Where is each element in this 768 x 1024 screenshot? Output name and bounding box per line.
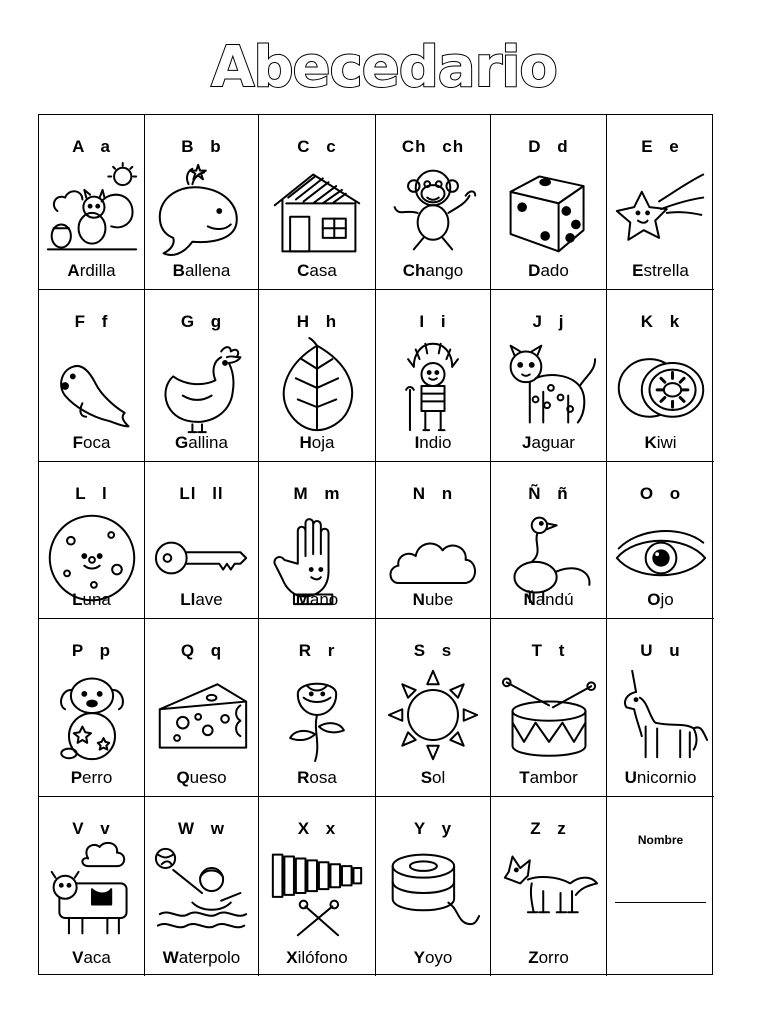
word-label [259,590,375,610]
letter-pair: V v [72,819,111,838]
word-label [145,948,258,968]
dice-icon [501,163,597,259]
letter-cell [145,797,259,976]
word-label [145,590,258,610]
letter-pair: Ñ ñ [528,484,569,503]
dog-icon [44,667,140,763]
word-rest: ave [195,590,223,609]
letter-cell [607,290,714,462]
letter-cell [491,115,607,290]
letter-cell [39,290,145,462]
letter-cell [259,290,376,462]
letter-pair: C c [297,137,337,156]
word-initial: R [297,768,310,787]
word-rest: aterpolo [178,948,241,967]
word-rest: strella [643,261,689,280]
letter-pair: O o [639,484,682,503]
word-label [39,948,144,968]
word-label [39,433,144,453]
word-initial: Ll [180,590,196,609]
word-initial: U [624,768,637,787]
letter-cell [145,290,259,462]
word-rest: oja [311,433,335,452]
word-label [145,433,258,453]
letter-cell [491,619,607,797]
word-initial: B [172,261,185,280]
word-rest: jo [660,590,674,609]
letter-pair: Q q [180,641,223,660]
word-initial: K [644,433,657,452]
word-rest: allena [184,261,231,280]
word-initial: G [175,433,189,452]
word-rest: ano [309,590,339,609]
monkey-icon [385,163,481,259]
word-label [491,261,606,281]
letter-pair: R r [298,641,336,660]
letter-cell [607,619,714,797]
letter-pair: F f [74,312,109,331]
letter-cell [376,290,491,462]
letter-pair: G g [180,312,223,331]
letter-cell [39,619,145,797]
letter-cell [39,115,145,290]
page-title: Abecedario [211,35,557,100]
word-rest: andú [535,590,574,609]
letter-pair: W w [178,819,225,838]
word-initial: T [519,768,530,787]
word-label [259,948,375,968]
letter-cell [376,115,491,290]
letter-cell [259,797,376,976]
letter-pair: J j [532,312,565,331]
word-label [607,261,714,281]
word-initial: H [299,433,312,452]
word-label [39,590,144,610]
letter-pair: Z z [530,819,567,838]
letter-cell [259,462,376,619]
letter-cell [376,462,491,619]
letter-pair: P p [71,641,112,660]
letter-pair: N n [412,484,454,503]
word-label [491,768,606,788]
word-initial: S [420,768,433,787]
waterpolo-icon [154,845,250,941]
word-initial: X [286,948,298,967]
letter-cell [39,462,145,619]
word-rest: una [82,590,111,609]
letter-pair: Ll ll [179,484,224,503]
letter-cell [376,619,491,797]
indian-icon [385,338,481,434]
word-rest: ueso [189,768,227,787]
letter-cell [491,462,607,619]
letter-cell [607,462,714,619]
letter-cell [491,290,607,462]
word-initial: L [72,590,83,609]
word-label [376,590,490,610]
letter-pair: M m [293,484,341,503]
jaguar-icon [501,338,597,434]
letter-pair: H h [296,312,338,331]
word-rest: orro [538,948,569,967]
word-rest: ube [424,590,454,609]
word-initial: Z [528,948,539,967]
word-label [491,948,606,968]
word-initial: E [632,261,644,280]
yoyo-icon [385,845,481,941]
word-initial: N [412,590,425,609]
word-initial: I [414,433,420,452]
whale-icon [154,163,250,259]
letter-cell [145,115,259,290]
word-label [491,433,606,453]
word-initial: Ñ [523,590,536,609]
name-cell [607,797,714,976]
word-rest: ol [432,768,446,787]
letter-pair: A a [72,137,111,156]
letter-cell [376,797,491,976]
letter-cell [145,462,259,619]
kiwi-icon [613,338,709,434]
letter-pair: K k [640,312,681,331]
word-label [376,433,490,453]
word-label [39,768,144,788]
word-initial: V [72,948,84,967]
letter-cell [259,619,376,797]
word-label [39,261,144,281]
word-rest: ndio [419,433,452,452]
letter-pair: Ch ch [401,137,465,156]
letter-pair: S s [413,641,453,660]
letter-cell [145,619,259,797]
word-label [376,261,490,281]
sun-icon [385,667,481,763]
star-icon [613,163,709,259]
word-initial: F [72,433,83,452]
unicorn-icon [613,667,709,763]
word-rest: aca [83,948,111,967]
word-label [607,590,714,610]
word-rest: ilófono [297,948,348,967]
fox-icon [501,845,597,941]
word-initial: Y [413,948,425,967]
cheese-icon [154,667,250,763]
hen-icon [154,338,250,434]
word-initial: Ch [402,261,426,280]
letter-pair: U u [640,641,681,660]
letter-pair: I i [419,312,447,331]
word-initial: Q [176,768,190,787]
name-label: Nombre [637,833,684,847]
word-rest: aguar [531,433,575,452]
letter-pair: E e [641,137,680,156]
word-rest: rdilla [79,261,116,280]
word-label [259,433,375,453]
seal-icon [44,338,140,434]
alphabet-grid [38,114,713,975]
word-rest: iwi [656,433,677,452]
letter-cell [39,797,145,976]
squirrel-icon [44,163,140,259]
letter-cell [491,797,607,976]
letter-pair: T t [531,641,566,660]
letter-cell [259,115,376,290]
cow-icon [44,845,140,941]
word-rest: oca [82,433,111,452]
letter-pair: L l [75,484,108,503]
word-initial: J [522,433,532,452]
word-initial: C [297,261,310,280]
word-rest: oyo [424,948,453,967]
word-rest: ado [540,261,569,280]
letter-pair: X x [297,819,337,838]
word-label [607,433,714,453]
word-rest: asa [309,261,337,280]
drum-icon [501,667,597,763]
word-initial: W [162,948,179,967]
word-label [491,590,606,610]
word-rest: erro [82,768,113,787]
word-initial: P [70,768,83,787]
letter-pair: Y y [413,819,453,838]
word-rest: ambor [529,768,578,787]
leaf-icon [269,338,365,434]
word-label [376,948,490,968]
word-label [259,261,375,281]
word-rest: ango [425,261,464,280]
word-label [145,768,258,788]
word-label [376,768,490,788]
letter-cell [607,115,714,290]
name-write-line[interactable] [615,902,706,903]
word-initial: M [295,590,310,609]
word-initial: D [528,261,541,280]
word-label [259,768,375,788]
word-label [607,768,714,788]
word-label [145,261,258,281]
house-icon [269,163,365,259]
word-rest: allina [188,433,228,452]
word-rest: osa [309,768,337,787]
word-initial: A [67,261,80,280]
letter-pair: B b [181,137,222,156]
xylophone-icon [269,845,365,941]
word-rest: nicornio [636,768,697,787]
word-initial: O [647,590,661,609]
letter-pair: D d [528,137,569,156]
rose-icon [269,667,365,763]
